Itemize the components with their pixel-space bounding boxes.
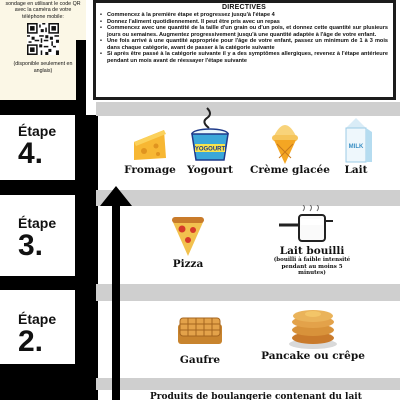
stair-step-5: [0, 100, 86, 115]
step-4-card: [0, 115, 75, 180]
stair-riser-a: [0, 180, 98, 195]
food-sublabel: (bouilli à faible intensité pendant au moins 5 minutes): [273, 257, 351, 276]
food-cheese: [120, 120, 180, 176]
directives-list: [100, 12, 388, 64]
food-waffle: [165, 314, 235, 366]
step-number: 2.: [18, 325, 44, 358]
directive-item: • Donnez l'aliment quotidiennement. Il peut être pris avec un repas: [100, 19, 388, 26]
food-milk: [328, 116, 384, 176]
directives-box: [93, 0, 396, 100]
qr-code-icon[interactable]: [27, 23, 59, 55]
food-label: Crème glacée: [250, 164, 330, 176]
qr-panel: [0, 0, 86, 100]
pizza-icon: [170, 214, 206, 258]
food-label: Gaufre: [179, 354, 221, 366]
food-label: Pizza: [172, 258, 204, 270]
food-pizza: [165, 214, 211, 270]
directive-item: • Une fois arrivé à une quantité appropriée pour l'âge de votre enfant, passez un minimum de 1 à 3 mois dans chaque catégorie, avant de passer à la catégorie suivante: [100, 38, 388, 51]
yogurt-icon: [185, 106, 235, 164]
svg-text:MILK: MILK: [348, 144, 364, 150]
svg-text:YOGOURT: YOGOURT: [194, 146, 226, 153]
progress-arrow-icon: [96, 186, 136, 400]
step-word: Étape: [18, 311, 57, 327]
food-ice-cream: [250, 118, 330, 176]
food-label: Lait bouilli: [279, 245, 345, 257]
ice-cream-icon: [268, 118, 302, 164]
stair-riser-b: [0, 276, 98, 290]
directive-item: • Commencez avec une quantité de la taille d'un grain ou d'un pois, et donnez cette quantité sur plusieurs jours ou semaines. Augmentez progressivement jusqu'à une quantité adaptée à l'âge de votre enfant.: [100, 25, 388, 38]
qr-instruction: sondage en utilisant le code QR avec la caméra de votre téléphone mobile:: [5, 1, 81, 20]
band-top: [96, 102, 400, 116]
bottom-food-label: Produits de boulangerie contenant du lait: [150, 392, 362, 400]
directives-title: DIRECTIVES: [221, 4, 266, 11]
band-step-4-3: [96, 190, 400, 206]
food-yogurt: [180, 106, 240, 176]
food-label: Fromage: [124, 164, 176, 176]
food-label: Yogourt: [187, 164, 233, 176]
stair-base: [0, 375, 98, 400]
food-boiled-milk: [262, 205, 362, 277]
stair-riser-c: [0, 364, 98, 375]
boiling-pot-icon: [277, 205, 347, 245]
directive-item: • Commencez à la première étape et progressez jusqu'à l'étape 4: [100, 12, 388, 19]
waffle-icon: [176, 314, 224, 348]
step-number: 4.: [18, 137, 44, 170]
cheese-icon: [130, 120, 170, 164]
step-2-card: [0, 303, 75, 364]
directive-item: • Si après être passé à la catégorie suivante il y a des symptômes allergiques, revenez à l'étape antérieure pendant un mois avant de réessayer l'étape suivante: [100, 51, 388, 64]
food-label: Pancake ou crêpe: [261, 350, 365, 362]
qr-note: (disponible seulement en anglais): [13, 61, 73, 74]
step-word: Étape: [18, 123, 57, 139]
milk-carton-icon: [338, 116, 374, 164]
food-label: Lait: [344, 164, 368, 176]
band-step-2-1: [96, 378, 400, 390]
band-step-3-2: [96, 284, 400, 301]
step-word: Étape: [18, 215, 57, 231]
step-number: 3.: [18, 229, 44, 262]
food-pancake: [258, 302, 368, 362]
pancake-icon: [287, 302, 339, 350]
step-3-card: [0, 207, 75, 276]
